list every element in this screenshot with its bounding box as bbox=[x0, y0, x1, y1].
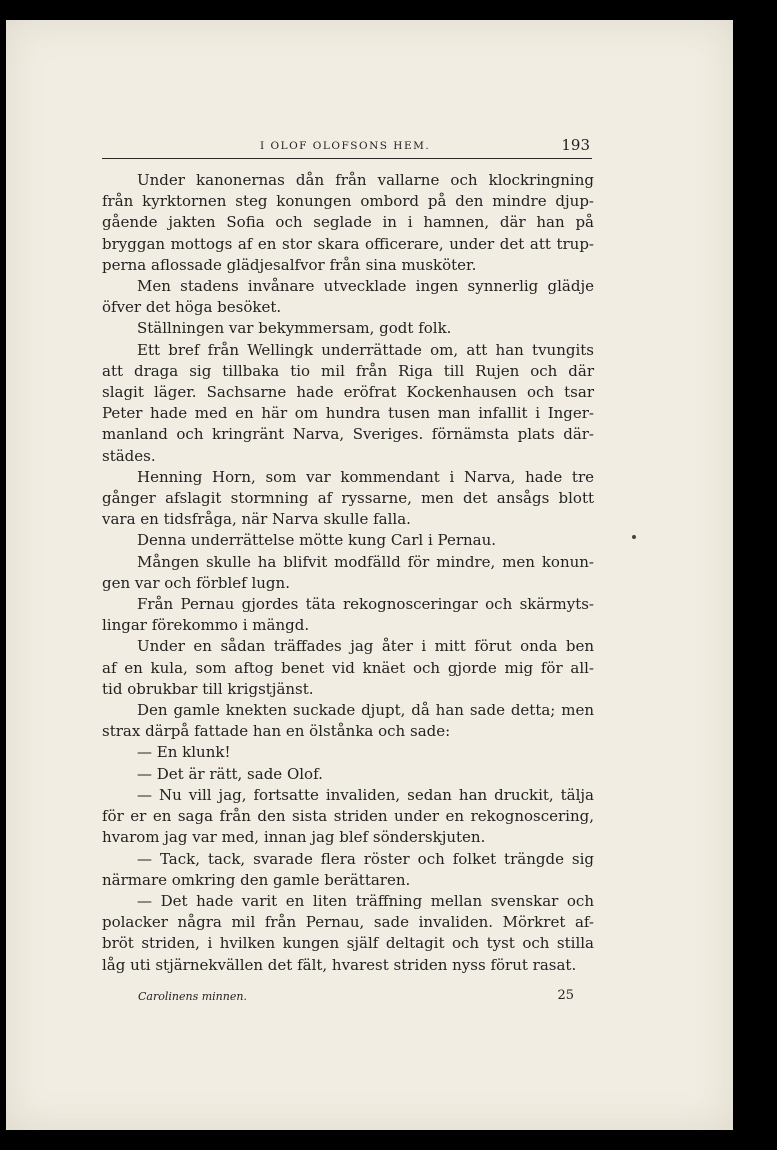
text-line: — Tack, tack, svarade flera röster och folket trängde sig bbox=[137, 849, 594, 868]
text-line: gen var och förblef lugn. bbox=[102, 573, 290, 592]
text-line: Men stadens invånare utvecklade ingen synnerlig glädje bbox=[137, 277, 594, 296]
paper-speck bbox=[632, 535, 636, 539]
page-number: 193 bbox=[561, 136, 590, 154]
text-line: lingar förekommo i mängd. bbox=[102, 616, 310, 635]
text-line: manland och kringränt Narva, Sveriges. förnämsta plats där- bbox=[102, 425, 594, 444]
running-title: I OLOF OLOFSONS HEM. bbox=[260, 140, 431, 152]
text-line: strax därpå fattade han en ölstånka och sade: bbox=[102, 722, 451, 741]
text-line: slagit läger. Sachsarne hade eröfrat Kockenhausen och tsar bbox=[102, 383, 594, 402]
text-line: gående jakten Sofia och seglade in i hamnen, där han på bbox=[102, 213, 594, 232]
text-line: gånger afslagit stormning af ryssarne, men det ansågs blott bbox=[102, 489, 594, 508]
text-line: Under en sådan träffades jag åter i mitt förut onda ben bbox=[137, 637, 594, 656]
book-page bbox=[6, 20, 733, 1130]
text-line: — Det är rätt, sade Olof. bbox=[137, 764, 323, 783]
text-line: Peter hade med en här om hundra tusen man infallit i Inger- bbox=[102, 404, 594, 423]
text-line: tid obrukbar till krigstjänst. bbox=[102, 679, 314, 698]
text-line: Henning Horn, som var kommendant i Narva, hade tre bbox=[137, 467, 594, 486]
text-line: för er en saga från den sista striden under en rekognoscering, bbox=[102, 807, 594, 826]
text-line: låg uti stjärnekvällen det fält, hvarest striden nyss förut rasat. bbox=[102, 955, 577, 974]
text-line: från kyrktornen steg konungen ombord på den mindre djup- bbox=[102, 192, 594, 211]
text-line: bryggan mottogs af en stor skara officerare, under det att trup- bbox=[102, 234, 594, 253]
text-line: — En klunk! bbox=[137, 743, 231, 762]
text-line: att draga sig tillbaka tio mil från Riga till Rujen och där bbox=[102, 361, 594, 380]
text-line: Från Pernau gjordes täta rekognosceringar och skärmyts- bbox=[137, 595, 594, 614]
text-line: perna aflossade glädjesalfvor från sina musköter. bbox=[102, 255, 477, 274]
text-line: — Nu vill jag, fortsatte invaliden, sedan han druckit, tälja bbox=[137, 785, 594, 804]
text-line: öfver det höga besöket. bbox=[102, 298, 282, 317]
text-line: närmare omkring den gamle berättaren. bbox=[102, 870, 411, 889]
text-line: vara en tidsfråga, när Narva skulle falla. bbox=[102, 510, 411, 529]
text-line: Den gamle knekten suckade djupt, då han sade detta; men bbox=[137, 701, 594, 720]
text-line: bröt striden, i hvilken kungen själf deltagit och tyst och stilla bbox=[102, 934, 594, 953]
text-line: hvarom jag var med, innan jag blef sönderskjuten. bbox=[102, 828, 486, 847]
body-text bbox=[102, 170, 594, 976]
signature-number: 25 bbox=[557, 988, 574, 1003]
text-line: — Det hade varit en liten träffning mellan svenskar och bbox=[137, 891, 594, 910]
text-line: Denna underrättelse mötte kung Carl i Pernau. bbox=[137, 531, 497, 550]
text-line: Ett bref från Wellingk underrättade om, att han tvungits bbox=[137, 340, 594, 359]
printer-signature: Carolinens minnen. bbox=[138, 990, 247, 1003]
text-line: af en kula, som aftog benet vid knäet och gjorde mig för all- bbox=[102, 658, 594, 677]
page-header bbox=[102, 136, 592, 159]
text-line: Mången skulle ha blifvit modfälld för mindre, men konun- bbox=[137, 552, 594, 571]
text-line: polacker några mil från Pernau, sade invaliden. Mörkret af- bbox=[102, 913, 594, 932]
text-line: Under kanonernas dån från vallarne och klockringning bbox=[137, 171, 594, 189]
text-line: Ställningen var bekymmersam, godt folk. bbox=[137, 319, 452, 338]
text-line: städes. bbox=[102, 446, 156, 465]
